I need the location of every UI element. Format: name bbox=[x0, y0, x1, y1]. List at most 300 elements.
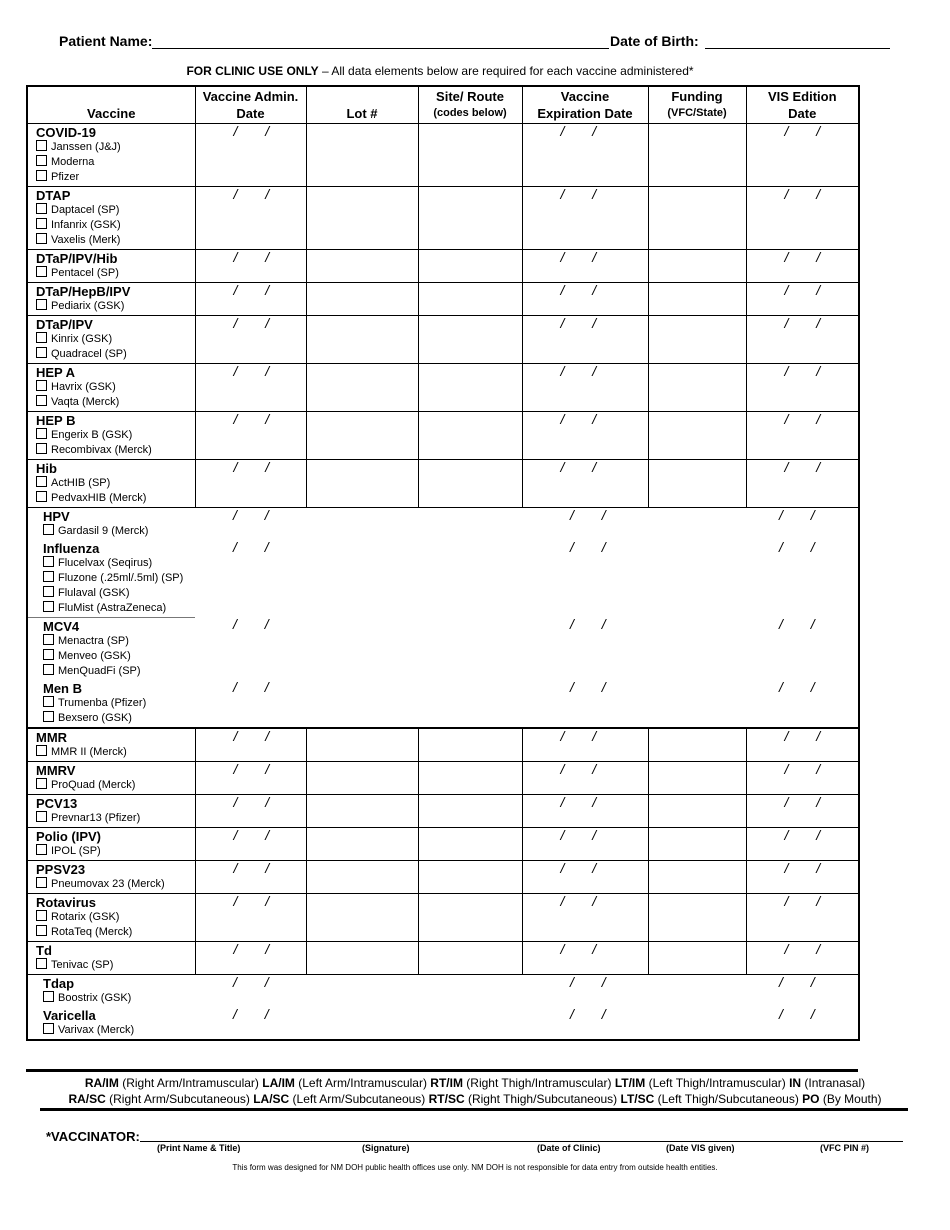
expiration-date-cell[interactable] bbox=[522, 941, 648, 974]
expiration-date-cell[interactable] bbox=[522, 1007, 648, 1040]
expiration-date-cell[interactable] bbox=[522, 860, 648, 893]
admin-date-cell[interactable] bbox=[195, 411, 306, 459]
table-bottom-divider bbox=[26, 1069, 858, 1072]
checkbox[interactable] bbox=[36, 233, 47, 244]
route-description: (Right Thigh/Intramuscular) bbox=[462, 1076, 615, 1090]
vaccine-cell bbox=[27, 974, 195, 1007]
date-slashes: / / bbox=[784, 122, 821, 139]
funding-cell[interactable] bbox=[648, 1007, 746, 1040]
brand-checkbox-item[interactable] bbox=[36, 299, 195, 314]
date-slashes: / / bbox=[233, 185, 270, 202]
expiration-date-cell[interactable] bbox=[522, 728, 648, 762]
vaccine-name: PCV13 bbox=[36, 795, 78, 811]
checkbox[interactable] bbox=[36, 218, 47, 229]
vis-date-cell[interactable] bbox=[746, 617, 859, 680]
date-slashes: / / bbox=[560, 248, 597, 265]
vaccine-name: HEP B bbox=[36, 412, 76, 428]
admin-date-cell[interactable] bbox=[195, 540, 306, 618]
column-header-line2: Expiration Date bbox=[537, 105, 633, 121]
vis-date-cell[interactable] bbox=[746, 315, 859, 363]
checkbox[interactable] bbox=[36, 476, 47, 487]
vaccine-cell bbox=[27, 282, 195, 315]
brand-checkbox-item[interactable] bbox=[36, 218, 195, 233]
admin-date-cell[interactable] bbox=[195, 1007, 306, 1040]
vaccine-cell bbox=[27, 941, 195, 974]
brand-checkbox-item[interactable] bbox=[36, 170, 195, 185]
site-route-cell[interactable] bbox=[418, 827, 522, 860]
signature-label: (Signature) bbox=[362, 1143, 410, 1153]
admin-date-cell[interactable] bbox=[195, 249, 306, 282]
brand-checkbox-item[interactable] bbox=[43, 711, 195, 726]
brand-checkbox-item[interactable] bbox=[43, 524, 195, 539]
vis-date-cell[interactable] bbox=[746, 282, 859, 315]
site-route-legend-line-1 bbox=[0, 1076, 950, 1090]
brand-checkbox-item[interactable] bbox=[36, 476, 195, 491]
date-slashes: / / bbox=[784, 859, 821, 876]
lot-cell[interactable] bbox=[306, 123, 418, 186]
vaccine-cell bbox=[27, 680, 195, 728]
column-header bbox=[522, 86, 648, 123]
brand-label: Pneumovax 23 (Merck) bbox=[51, 877, 165, 890]
checkbox[interactable] bbox=[36, 491, 47, 502]
vis-date-cell[interactable] bbox=[746, 123, 859, 186]
brand-checkbox-item[interactable] bbox=[36, 811, 195, 826]
expiration-date-cell[interactable] bbox=[522, 761, 648, 794]
column-header bbox=[746, 86, 859, 123]
route-description: (Intranasal) bbox=[801, 1076, 866, 1090]
site-route-cell[interactable] bbox=[418, 1007, 522, 1040]
site-route-cell[interactable] bbox=[418, 974, 522, 1007]
expiration-date-cell[interactable] bbox=[522, 794, 648, 827]
brand-checkbox-item[interactable] bbox=[36, 203, 195, 218]
lot-cell[interactable] bbox=[306, 728, 418, 762]
funding-cell[interactable] bbox=[648, 860, 746, 893]
lot-cell[interactable] bbox=[306, 827, 418, 860]
checkbox[interactable] bbox=[36, 443, 47, 454]
funding-cell[interactable] bbox=[648, 507, 746, 540]
brand-checkbox-item[interactable] bbox=[36, 155, 195, 170]
table-row bbox=[27, 617, 859, 680]
checkbox[interactable] bbox=[36, 745, 47, 756]
site-route-cell[interactable] bbox=[418, 411, 522, 459]
site-route-cell[interactable] bbox=[418, 507, 522, 540]
date-of-clinic-label: (Date of Clinic) bbox=[537, 1143, 601, 1153]
brand-label: Menveo (GSK) bbox=[58, 649, 131, 662]
table-row bbox=[27, 794, 859, 827]
date-slashes: / / bbox=[560, 892, 597, 909]
site-route-cell[interactable] bbox=[418, 893, 522, 941]
lot-cell[interactable] bbox=[306, 1007, 418, 1040]
checkbox[interactable] bbox=[36, 778, 47, 789]
funding-cell[interactable] bbox=[648, 728, 746, 762]
date-slashes: / / bbox=[570, 678, 606, 695]
lot-cell[interactable] bbox=[306, 893, 418, 941]
site-route-cell[interactable] bbox=[418, 249, 522, 282]
lot-cell[interactable] bbox=[306, 860, 418, 893]
expiration-date-cell[interactable] bbox=[522, 507, 648, 540]
lot-cell[interactable] bbox=[306, 282, 418, 315]
site-route-cell[interactable] bbox=[418, 761, 522, 794]
date-slashes: / / bbox=[233, 826, 270, 843]
lot-cell[interactable] bbox=[306, 540, 418, 618]
checkbox[interactable] bbox=[43, 696, 54, 707]
route-code: LT/IM bbox=[614, 1076, 646, 1090]
date-slashes: / / bbox=[233, 940, 270, 957]
brand-checkbox-item[interactable] bbox=[36, 380, 195, 395]
checkbox[interactable] bbox=[36, 170, 47, 181]
checkbox[interactable] bbox=[36, 380, 47, 391]
dob-label-text: Date of Birth bbox=[610, 33, 694, 49]
brand-label: Havrix (GSK) bbox=[51, 380, 116, 393]
expiration-date-cell[interactable] bbox=[522, 363, 648, 411]
clinic-use-bold: FOR CLINIC USE ONLY bbox=[186, 64, 319, 78]
funding-cell[interactable] bbox=[648, 123, 746, 186]
date-slashes: / / bbox=[560, 362, 597, 379]
funding-cell[interactable] bbox=[648, 459, 746, 507]
brand-checkbox-item[interactable] bbox=[36, 491, 195, 506]
site-route-cell[interactable] bbox=[418, 123, 522, 186]
site-route-cell[interactable] bbox=[418, 363, 522, 411]
table-row bbox=[27, 893, 859, 941]
dob-field[interactable] bbox=[705, 48, 890, 49]
table-row bbox=[27, 411, 859, 459]
brand-checkbox-item[interactable] bbox=[43, 601, 195, 616]
brand-label: Vaxelis (Merk) bbox=[51, 233, 121, 246]
brand-checkbox-item[interactable] bbox=[36, 443, 195, 458]
admin-date-cell[interactable] bbox=[195, 617, 306, 680]
date-slashes: / / bbox=[784, 892, 821, 909]
date-slashes: / / bbox=[233, 727, 270, 744]
date-slashes: / / bbox=[233, 122, 270, 139]
checkbox[interactable] bbox=[43, 711, 54, 722]
vaccine-name: Influenza bbox=[43, 540, 100, 556]
site-route-cell[interactable] bbox=[418, 315, 522, 363]
expiration-date-cell[interactable] bbox=[522, 411, 648, 459]
brand-checkbox-item[interactable] bbox=[36, 778, 195, 793]
lot-cell[interactable] bbox=[306, 411, 418, 459]
checkbox[interactable] bbox=[36, 203, 47, 214]
admin-date-cell[interactable] bbox=[195, 794, 306, 827]
admin-date-cell[interactable] bbox=[195, 680, 306, 728]
admin-date-cell[interactable] bbox=[195, 507, 306, 540]
lot-cell[interactable] bbox=[306, 186, 418, 249]
table-row bbox=[27, 282, 859, 315]
site-route-cell[interactable] bbox=[418, 680, 522, 728]
funding-cell[interactable] bbox=[648, 941, 746, 974]
vaccine-name: COVID-19 bbox=[36, 124, 96, 140]
vis-date-cell[interactable] bbox=[746, 761, 859, 794]
route-code: IN bbox=[789, 1076, 802, 1090]
checkbox[interactable] bbox=[36, 910, 47, 921]
checkbox[interactable] bbox=[36, 958, 47, 969]
lot-cell[interactable] bbox=[306, 315, 418, 363]
table-row bbox=[27, 680, 859, 728]
checkbox[interactable] bbox=[43, 1023, 54, 1034]
vaccine-cell bbox=[27, 617, 195, 680]
lot-cell[interactable] bbox=[306, 794, 418, 827]
date-slashes: / / bbox=[779, 538, 815, 555]
checkbox[interactable] bbox=[43, 524, 54, 535]
brand-checkbox-item[interactable] bbox=[43, 556, 195, 571]
vis-date-cell[interactable] bbox=[746, 249, 859, 282]
brand-checkbox-item[interactable] bbox=[36, 233, 195, 248]
site-route-cell[interactable] bbox=[418, 728, 522, 762]
route-description: (Left Arm/Intramuscular) bbox=[294, 1076, 431, 1090]
expiration-date-cell[interactable] bbox=[522, 186, 648, 249]
date-slashes: / / bbox=[233, 410, 270, 427]
date-slashes: / / bbox=[570, 538, 606, 555]
date-slashes: / / bbox=[784, 940, 821, 957]
lot-cell[interactable] bbox=[306, 761, 418, 794]
vaccine-name: PPSV23 bbox=[36, 861, 86, 877]
vis-date-cell[interactable] bbox=[746, 794, 859, 827]
date-slashes: / / bbox=[560, 410, 597, 427]
route-description: (Left Thigh/Subcutaneous) bbox=[654, 1092, 803, 1106]
brand-checkbox-item[interactable] bbox=[36, 877, 195, 892]
route-code: LA/SC bbox=[253, 1092, 290, 1106]
checkbox[interactable] bbox=[43, 634, 54, 645]
vis-date-cell[interactable] bbox=[746, 507, 859, 540]
column-header-line1: VIS Edition bbox=[767, 88, 837, 104]
checkbox[interactable] bbox=[36, 155, 47, 166]
funding-cell[interactable] bbox=[648, 363, 746, 411]
checkbox[interactable] bbox=[36, 299, 47, 310]
site-route-cell[interactable] bbox=[418, 186, 522, 249]
dob-label: Date of Birth: bbox=[610, 33, 699, 49]
vis-date-cell[interactable] bbox=[746, 1007, 859, 1040]
clinic-use-text: – All data elements below are required for each vaccine administered* bbox=[318, 64, 694, 78]
checkbox[interactable] bbox=[36, 428, 47, 439]
vis-date-cell[interactable] bbox=[746, 459, 859, 507]
admin-date-cell[interactable] bbox=[195, 123, 306, 186]
lot-cell[interactable] bbox=[306, 680, 418, 728]
checkbox[interactable] bbox=[36, 925, 47, 936]
checkbox[interactable] bbox=[43, 601, 54, 612]
table-row bbox=[27, 123, 859, 186]
admin-date-cell[interactable] bbox=[195, 860, 306, 893]
expiration-date-cell[interactable] bbox=[522, 315, 648, 363]
brand-checkbox-item[interactable] bbox=[43, 634, 195, 649]
brand-checkbox-item[interactable] bbox=[43, 991, 195, 1006]
funding-cell[interactable] bbox=[648, 617, 746, 680]
admin-date-cell[interactable] bbox=[195, 893, 306, 941]
funding-cell[interactable] bbox=[648, 680, 746, 728]
site-route-cell[interactable] bbox=[418, 617, 522, 680]
checkbox[interactable] bbox=[36, 877, 47, 888]
funding-cell[interactable] bbox=[648, 827, 746, 860]
brand-checkbox-item[interactable] bbox=[36, 844, 195, 859]
clinic-use-note bbox=[0, 64, 880, 78]
vaccine-cell bbox=[27, 411, 195, 459]
brand-checkbox-item[interactable] bbox=[43, 586, 195, 601]
lot-cell[interactable] bbox=[306, 617, 418, 680]
checkbox[interactable] bbox=[36, 844, 47, 855]
checkbox[interactable] bbox=[43, 586, 54, 597]
funding-cell[interactable] bbox=[648, 411, 746, 459]
funding-cell[interactable] bbox=[648, 974, 746, 1007]
route-code: RA/IM bbox=[84, 1076, 119, 1090]
vis-date-cell[interactable] bbox=[746, 680, 859, 728]
site-route-cell[interactable] bbox=[418, 540, 522, 618]
checkbox[interactable] bbox=[36, 266, 47, 277]
vis-date-cell[interactable] bbox=[746, 363, 859, 411]
funding-cell[interactable] bbox=[648, 540, 746, 618]
date-slashes: / / bbox=[560, 185, 597, 202]
vis-date-cell[interactable] bbox=[746, 860, 859, 893]
brand-label: Boostrix (GSK) bbox=[58, 991, 132, 1004]
date-slashes: / / bbox=[784, 410, 821, 427]
lot-cell[interactable] bbox=[306, 249, 418, 282]
lot-cell[interactable] bbox=[306, 974, 418, 1007]
site-route-cell[interactable] bbox=[418, 459, 522, 507]
patient-name-field[interactable] bbox=[152, 48, 609, 49]
brand-label: Bexsero (GSK) bbox=[58, 711, 132, 724]
checkbox[interactable] bbox=[36, 395, 47, 406]
brand-checkbox-item[interactable] bbox=[36, 958, 195, 973]
brand-checkbox-item[interactable] bbox=[36, 332, 195, 347]
admin-date-cell[interactable] bbox=[195, 282, 306, 315]
checkbox[interactable] bbox=[43, 556, 54, 567]
checkbox[interactable] bbox=[43, 991, 54, 1002]
admin-date-cell[interactable] bbox=[195, 974, 306, 1007]
lot-cell[interactable] bbox=[306, 507, 418, 540]
vaccine-cell bbox=[27, 540, 195, 618]
vaccine-name: Polio (IPV) bbox=[36, 828, 101, 844]
expiration-date-cell[interactable] bbox=[522, 282, 648, 315]
admin-date-cell[interactable] bbox=[195, 827, 306, 860]
checkbox[interactable] bbox=[36, 140, 47, 151]
admin-date-cell[interactable] bbox=[195, 363, 306, 411]
lot-cell[interactable] bbox=[306, 363, 418, 411]
funding-cell[interactable] bbox=[648, 315, 746, 363]
funding-cell[interactable] bbox=[648, 282, 746, 315]
date-slashes: / / bbox=[784, 281, 821, 298]
expiration-date-cell[interactable] bbox=[522, 893, 648, 941]
admin-date-cell[interactable] bbox=[195, 315, 306, 363]
route-code: LA/IM bbox=[262, 1076, 295, 1090]
route-description: (Right Arm/Subcutaneous) bbox=[105, 1092, 254, 1106]
vis-date-cell[interactable] bbox=[746, 941, 859, 974]
brand-checkbox-item[interactable] bbox=[43, 664, 195, 679]
vis-date-cell[interactable] bbox=[746, 893, 859, 941]
expiration-date-cell[interactable] bbox=[522, 249, 648, 282]
date-slashes: / / bbox=[560, 940, 597, 957]
admin-date-cell[interactable] bbox=[195, 459, 306, 507]
site-route-cell[interactable] bbox=[418, 860, 522, 893]
checkbox[interactable] bbox=[36, 811, 47, 822]
funding-cell[interactable] bbox=[648, 249, 746, 282]
brand-checkbox-item[interactable] bbox=[36, 910, 195, 925]
checkbox[interactable] bbox=[36, 347, 47, 358]
table-row bbox=[27, 827, 859, 860]
brand-checkbox-item[interactable] bbox=[43, 571, 195, 586]
date-slashes: / / bbox=[784, 458, 821, 475]
brand-label: Pentacel (SP) bbox=[51, 266, 119, 279]
expiration-date-cell[interactable] bbox=[522, 123, 648, 186]
vaccinator-field[interactable] bbox=[140, 1141, 903, 1142]
funding-cell[interactable] bbox=[648, 794, 746, 827]
vis-date-cell[interactable] bbox=[746, 186, 859, 249]
date-slashes: / / bbox=[233, 538, 269, 555]
brand-checkbox-item[interactable] bbox=[36, 745, 195, 760]
checkbox[interactable] bbox=[43, 571, 54, 582]
expiration-date-cell[interactable] bbox=[522, 974, 648, 1007]
vis-date-cell[interactable] bbox=[746, 728, 859, 762]
admin-date-cell[interactable] bbox=[195, 761, 306, 794]
lot-cell[interactable] bbox=[306, 459, 418, 507]
brand-checkbox-item[interactable] bbox=[36, 428, 195, 443]
vis-date-cell[interactable] bbox=[746, 974, 859, 1007]
funding-cell[interactable] bbox=[648, 893, 746, 941]
brand-label: MMR II (Merck) bbox=[51, 745, 127, 758]
vaccine-cell bbox=[27, 507, 195, 540]
table-row bbox=[27, 363, 859, 411]
vaccine-cell bbox=[27, 186, 195, 249]
brand-label: Flucelvax (Seqirus) bbox=[58, 556, 153, 569]
column-header-line2: (VFC/State) bbox=[667, 106, 727, 119]
vis-date-cell[interactable] bbox=[746, 827, 859, 860]
brand-checkbox-item[interactable] bbox=[36, 925, 195, 940]
vis-date-cell[interactable] bbox=[746, 540, 859, 618]
lot-cell[interactable] bbox=[306, 941, 418, 974]
column-header bbox=[195, 86, 306, 123]
admin-date-cell[interactable] bbox=[195, 728, 306, 762]
expiration-date-cell[interactable] bbox=[522, 827, 648, 860]
checkbox[interactable] bbox=[43, 649, 54, 660]
date-slashes: / / bbox=[233, 678, 269, 695]
funding-cell[interactable] bbox=[648, 761, 746, 794]
brand-checkbox-item[interactable] bbox=[36, 347, 195, 362]
table-row bbox=[27, 315, 859, 363]
brand-checkbox-item[interactable] bbox=[43, 1023, 195, 1038]
admin-date-cell[interactable] bbox=[195, 941, 306, 974]
brand-label: ActHIB (SP) bbox=[51, 476, 111, 489]
checkbox[interactable] bbox=[36, 332, 47, 343]
route-description: (Left Thigh/Intramuscular) bbox=[645, 1076, 790, 1090]
funding-cell[interactable] bbox=[648, 186, 746, 249]
table-row bbox=[27, 941, 859, 974]
vis-date-cell[interactable] bbox=[746, 411, 859, 459]
date-slashes: / / bbox=[570, 1005, 606, 1022]
brand-checkbox-item[interactable] bbox=[36, 266, 195, 281]
expiration-date-cell[interactable] bbox=[522, 540, 648, 618]
date-slashes: / / bbox=[779, 973, 815, 990]
route-code: RT/IM bbox=[430, 1076, 463, 1090]
admin-date-cell[interactable] bbox=[195, 186, 306, 249]
expiration-date-cell[interactable] bbox=[522, 459, 648, 507]
date-slashes: / / bbox=[570, 973, 606, 990]
vaccine-cell bbox=[27, 794, 195, 827]
expiration-date-cell[interactable] bbox=[522, 680, 648, 728]
column-header bbox=[27, 86, 195, 123]
brand-checkbox-item[interactable] bbox=[36, 140, 195, 155]
column-header-line2: (codes below) bbox=[433, 106, 507, 119]
patient-name-label: Patient Name: bbox=[59, 33, 153, 49]
column-header-line2: Lot # bbox=[346, 105, 378, 121]
legend-divider bbox=[40, 1108, 908, 1111]
brand-checkbox-item[interactable] bbox=[43, 649, 195, 664]
date-slashes: / / bbox=[560, 458, 597, 475]
site-route-cell[interactable] bbox=[418, 941, 522, 974]
brand-checkbox-item[interactable] bbox=[43, 696, 195, 711]
site-route-cell[interactable] bbox=[418, 282, 522, 315]
expiration-date-cell[interactable] bbox=[522, 617, 648, 680]
date-slashes: / / bbox=[779, 616, 815, 632]
brand-label: Menactra (SP) bbox=[58, 634, 129, 647]
checkbox[interactable] bbox=[43, 664, 54, 675]
brand-checkbox-item[interactable] bbox=[36, 395, 195, 410]
site-route-cell[interactable] bbox=[418, 794, 522, 827]
